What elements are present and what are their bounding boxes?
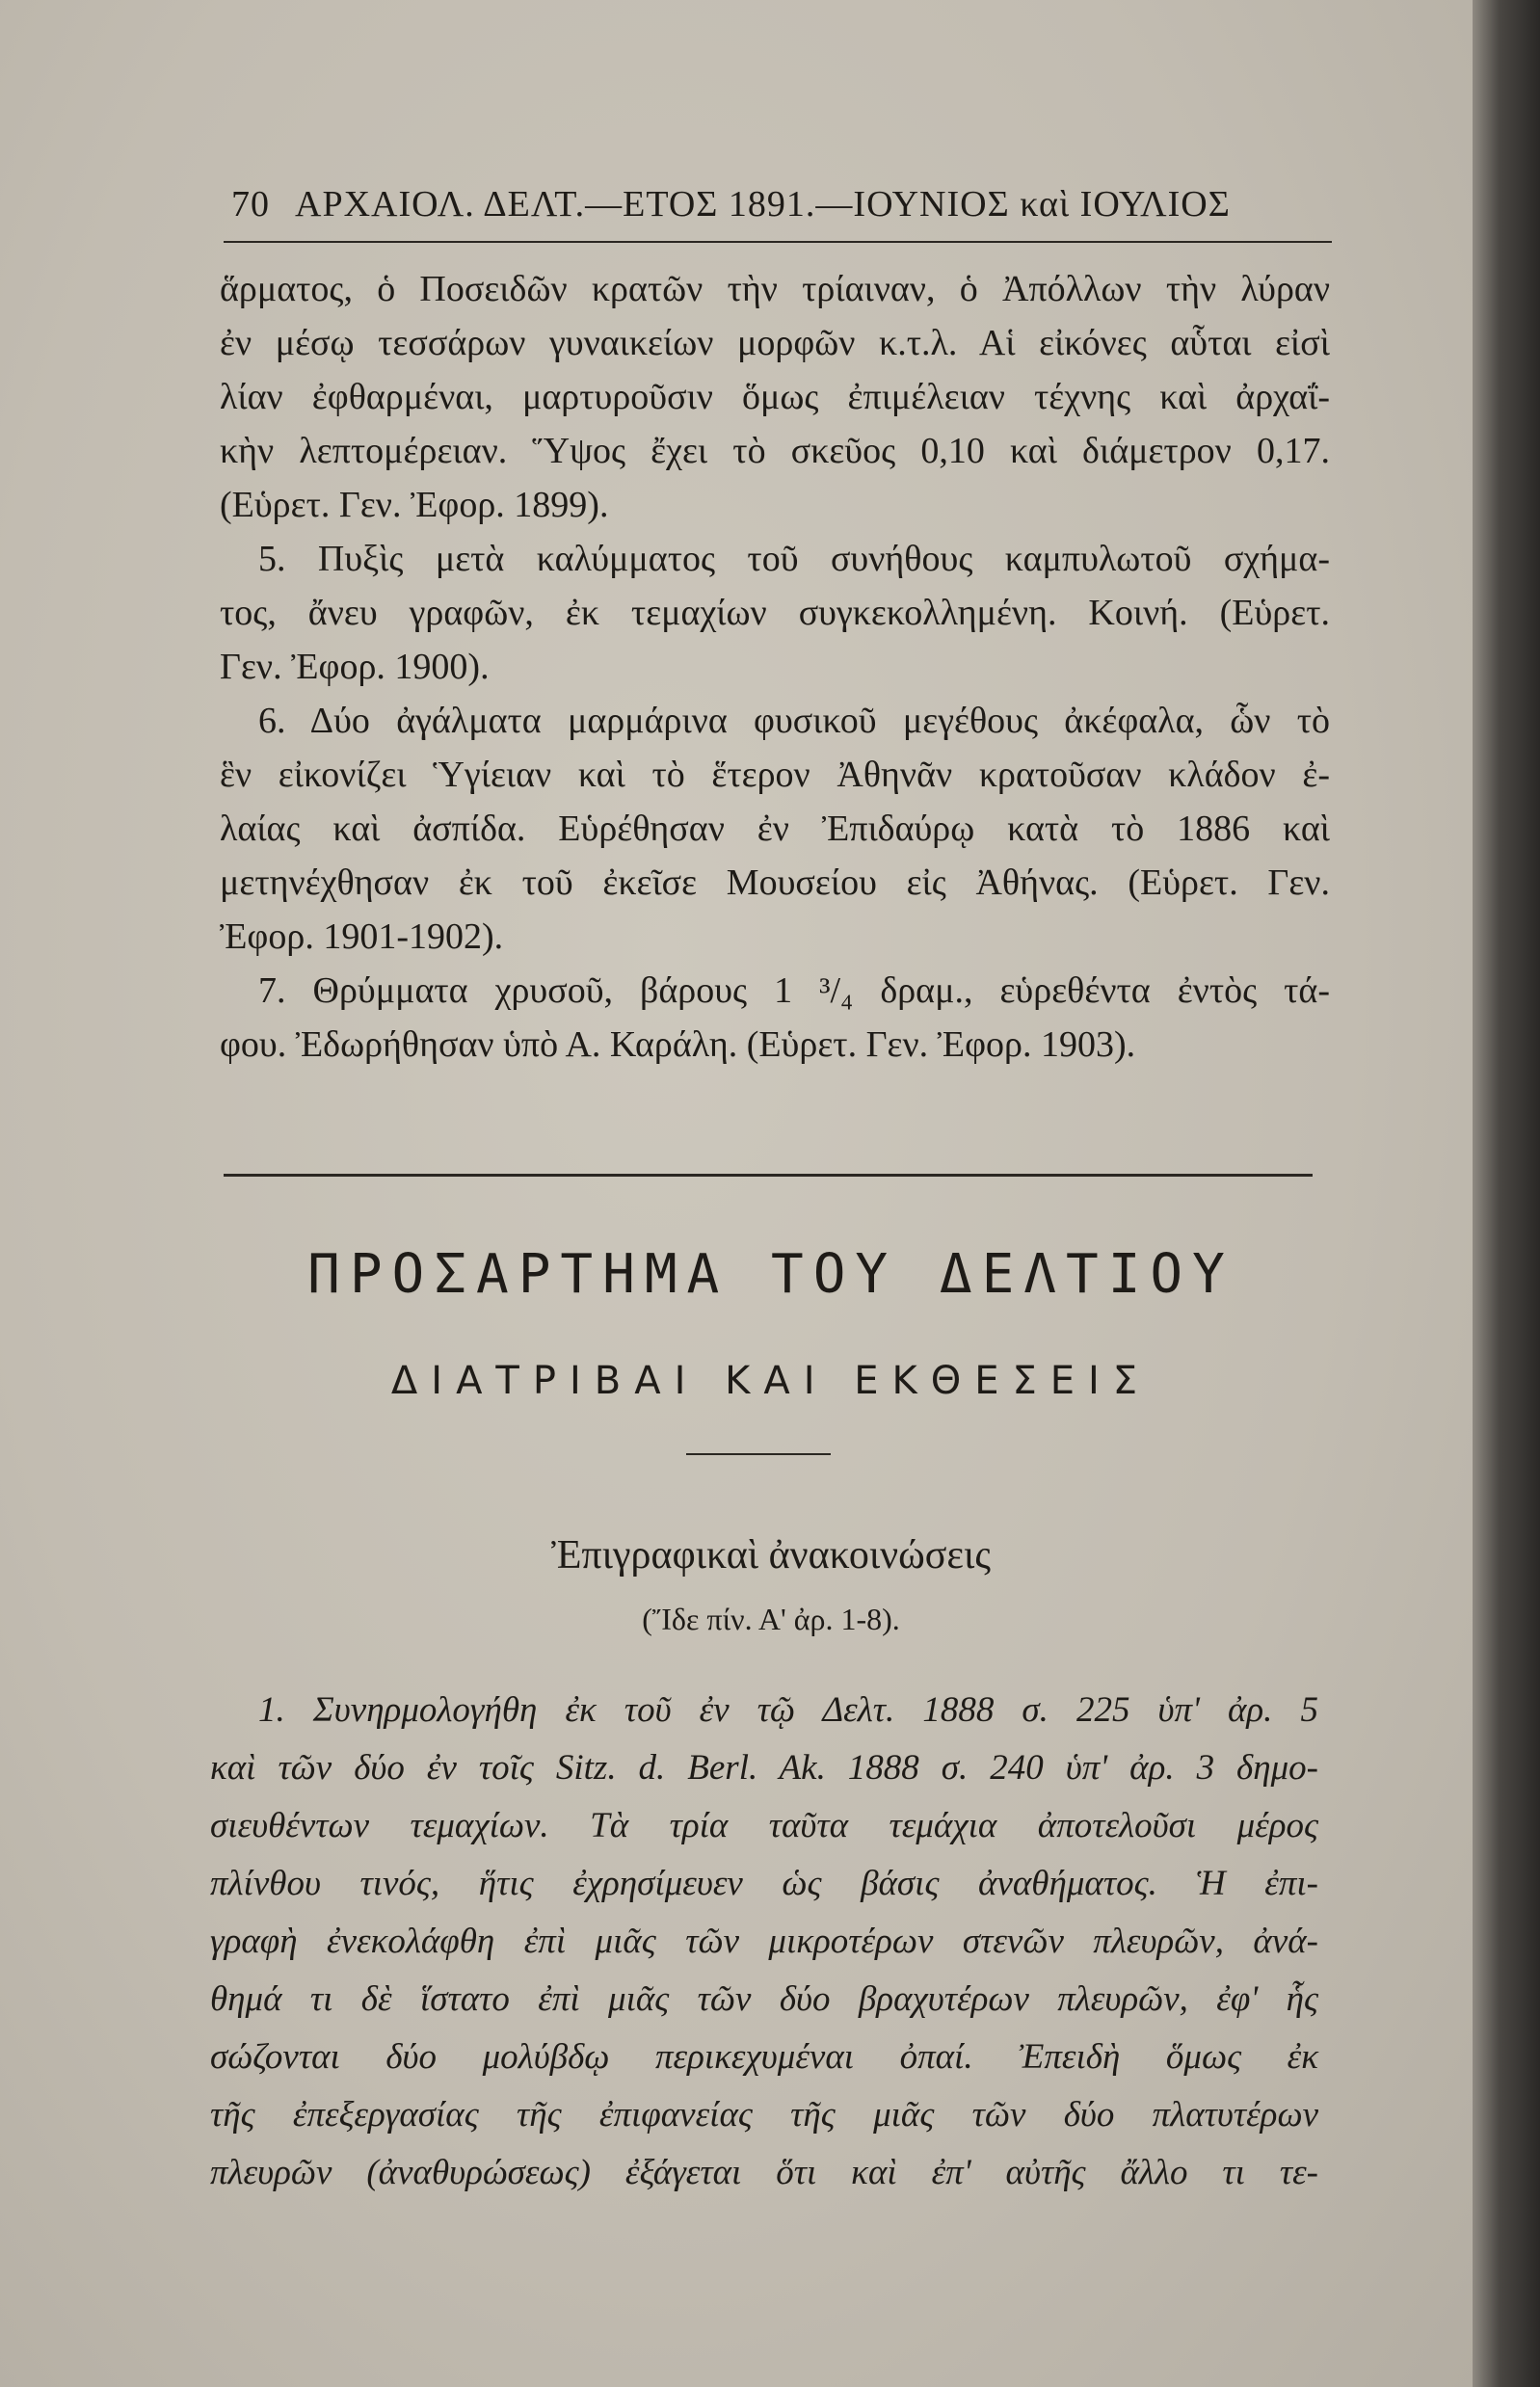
text-line: Ἐφορ. 1901-1902). — [220, 916, 504, 957]
header-rule — [224, 241, 1332, 243]
text-line: ἓν εἰκονίζει Ὑγίειαν καὶ τὸ ἕτερον Ἀθηνᾶν κρατοῦσαν κλάδον ἐ- — [220, 755, 1330, 795]
binding-shadow — [1473, 0, 1540, 2387]
text-line: καὶ τῶν δύο ἐν τοῖς Sitz. d. Berl. Ak. 1888 σ. 240 ὑπ' ἀρ. 3 δημο- — [210, 1748, 1318, 1788]
text-line: ἅρματος, ὁ Ποσειδῶν κρατῶν τὴν τρίαιναν, ὁ Ἀπόλλων τὴν λύραν — [220, 269, 1330, 309]
text-line: θημά τι δὲ ἵστατο ἐπὶ μιᾶς τῶν δύο βραχυτέρων πλευρῶν, ἐφ' ἧς — [210, 1979, 1318, 2019]
section-separator — [224, 1174, 1313, 1177]
text-line: φου. Ἐδωρήθησαν ὑπὸ Α. Καράλη. (Εὑρετ. Γεν. Ἐφορ. 1903). — [220, 1024, 1136, 1065]
appendix-subtitle: ΔΙΑΤΡΙΒΑΙ ΚΑΙ ΕΚΘΕΣΕΙΣ — [390, 1359, 1152, 1403]
text-line: σιευθέντων τεμαχίων. Τὰ τρία ταῦτα τεμάχια ἀποτελοῦσι μέρος — [210, 1806, 1318, 1845]
text-line: λίαν ἐφθαρμέναι, μαρτυροῦσιν ὅμως ἐπιμέλειαν τέχνης καὶ ἀρχαΐ- — [220, 377, 1330, 417]
short-rule — [686, 1453, 831, 1455]
text-line: πλίνθου τινός, ἥτις ἐχρησίμευεν ὡς βάσις ἀναθήματος. Ἡ ἐπι- — [210, 1864, 1318, 1903]
text-line: 5. Πυξὶς μετὰ καλύμματος τοῦ συνήθους καμπυλωτοῦ σχήμα- — [258, 539, 1330, 579]
appendix-title: ΠΡΟΣΑΡΤΗΜΑ ΤΟΥ ΔΕΛΤΙΟΥ — [307, 1243, 1235, 1306]
text-line: σώζονται δύο μολύβδῳ περικεχυμέναι ὀπαί. Ἐπειδὴ ὅμως ἐκ — [210, 2037, 1318, 2077]
text-line: ἐν μέσῳ τεσσάρων γυναικείων μορφῶν κ.τ.λ. Αἱ εἰκόνες αὗται εἰσὶ — [220, 323, 1330, 363]
text-line: 1. Συνηρμολογήθη ἐκ τοῦ ἐν τῷ Δελτ. 1888 σ. 225 ὑπ' ἀρ. 5 — [258, 1690, 1318, 1730]
text-line: 6. Δύο ἀγάλματα μαρμάρινα φυσικοῦ μεγέθους ἀκέφαλα, ὧν τὸ — [258, 701, 1330, 741]
text-line: μετηνέχθησαν ἐκ τοῦ ἐκεῖσε Μουσείου εἰς Ἀθήνας. (Εὑρετ. Γεν. — [220, 862, 1330, 903]
text-line: τος, ἄνευ γραφῶν, ἐκ τεμαχίων συγκεκολλημένη. Κοινή. (Εὑρετ. — [220, 593, 1330, 633]
text-line: πλευρῶν (ἀναθυρώσεως) ἐξάγεται ὅτι καὶ ἐπ' αὐτῆς ἄλλο τι τε- — [210, 2153, 1318, 2192]
running-title: ΑΡΧΑΙΟΛ. ΔΕΛΤ.—ΕΤΟΣ 1891.—ΙΟΥΝΙΟΣ καὶ ΙΟΥΛΙΟΣ — [295, 184, 1231, 225]
plate-reference: (Ἴδε πίν. Α' ἀρ. 1-8). — [642, 1602, 900, 1636]
text-line: Γεν. Ἐφορ. 1900). — [220, 647, 490, 687]
text-line: λαίας καὶ ἀσπίδα. Εὑρέθησαν ἐν Ἐπιδαύρῳ κατὰ τὸ 1886 καὶ — [220, 809, 1330, 849]
page-number: 70 — [231, 184, 270, 225]
text-line: 7. Θρύμματα χρυσοῦ, βάρους 1 ³/₄ δραμ., εὑρεθέντα ἐντὸς τά- — [258, 970, 1330, 1011]
running-header — [231, 183, 1291, 225]
section-heading: Ἐπιγραφικαὶ ἀνακοινώσεις — [551, 1533, 991, 1578]
text-line: (Εὑρετ. Γεν. Ἐφορ. 1899). — [220, 485, 609, 525]
inscription-text — [210, 1682, 1318, 2202]
text-line: γραφὴ ἐνεκολάφθη ἐπὶ μιᾶς τῶν μικροτέρων στενῶν πλευρῶν, ἀνά- — [210, 1922, 1318, 1961]
text-line: κὴν λεπτομέρειαν. Ὕψος ἔχει τὸ σκεῦος 0,10 καὶ διάμετρον 0,17. — [220, 431, 1330, 471]
catalog-text — [220, 262, 1330, 1072]
text-line: τῆς ἐπεξεργασίας τῆς ἐπιφανείας τῆς μιᾶς τῶν δύο πλατυτέρων — [210, 2095, 1318, 2135]
